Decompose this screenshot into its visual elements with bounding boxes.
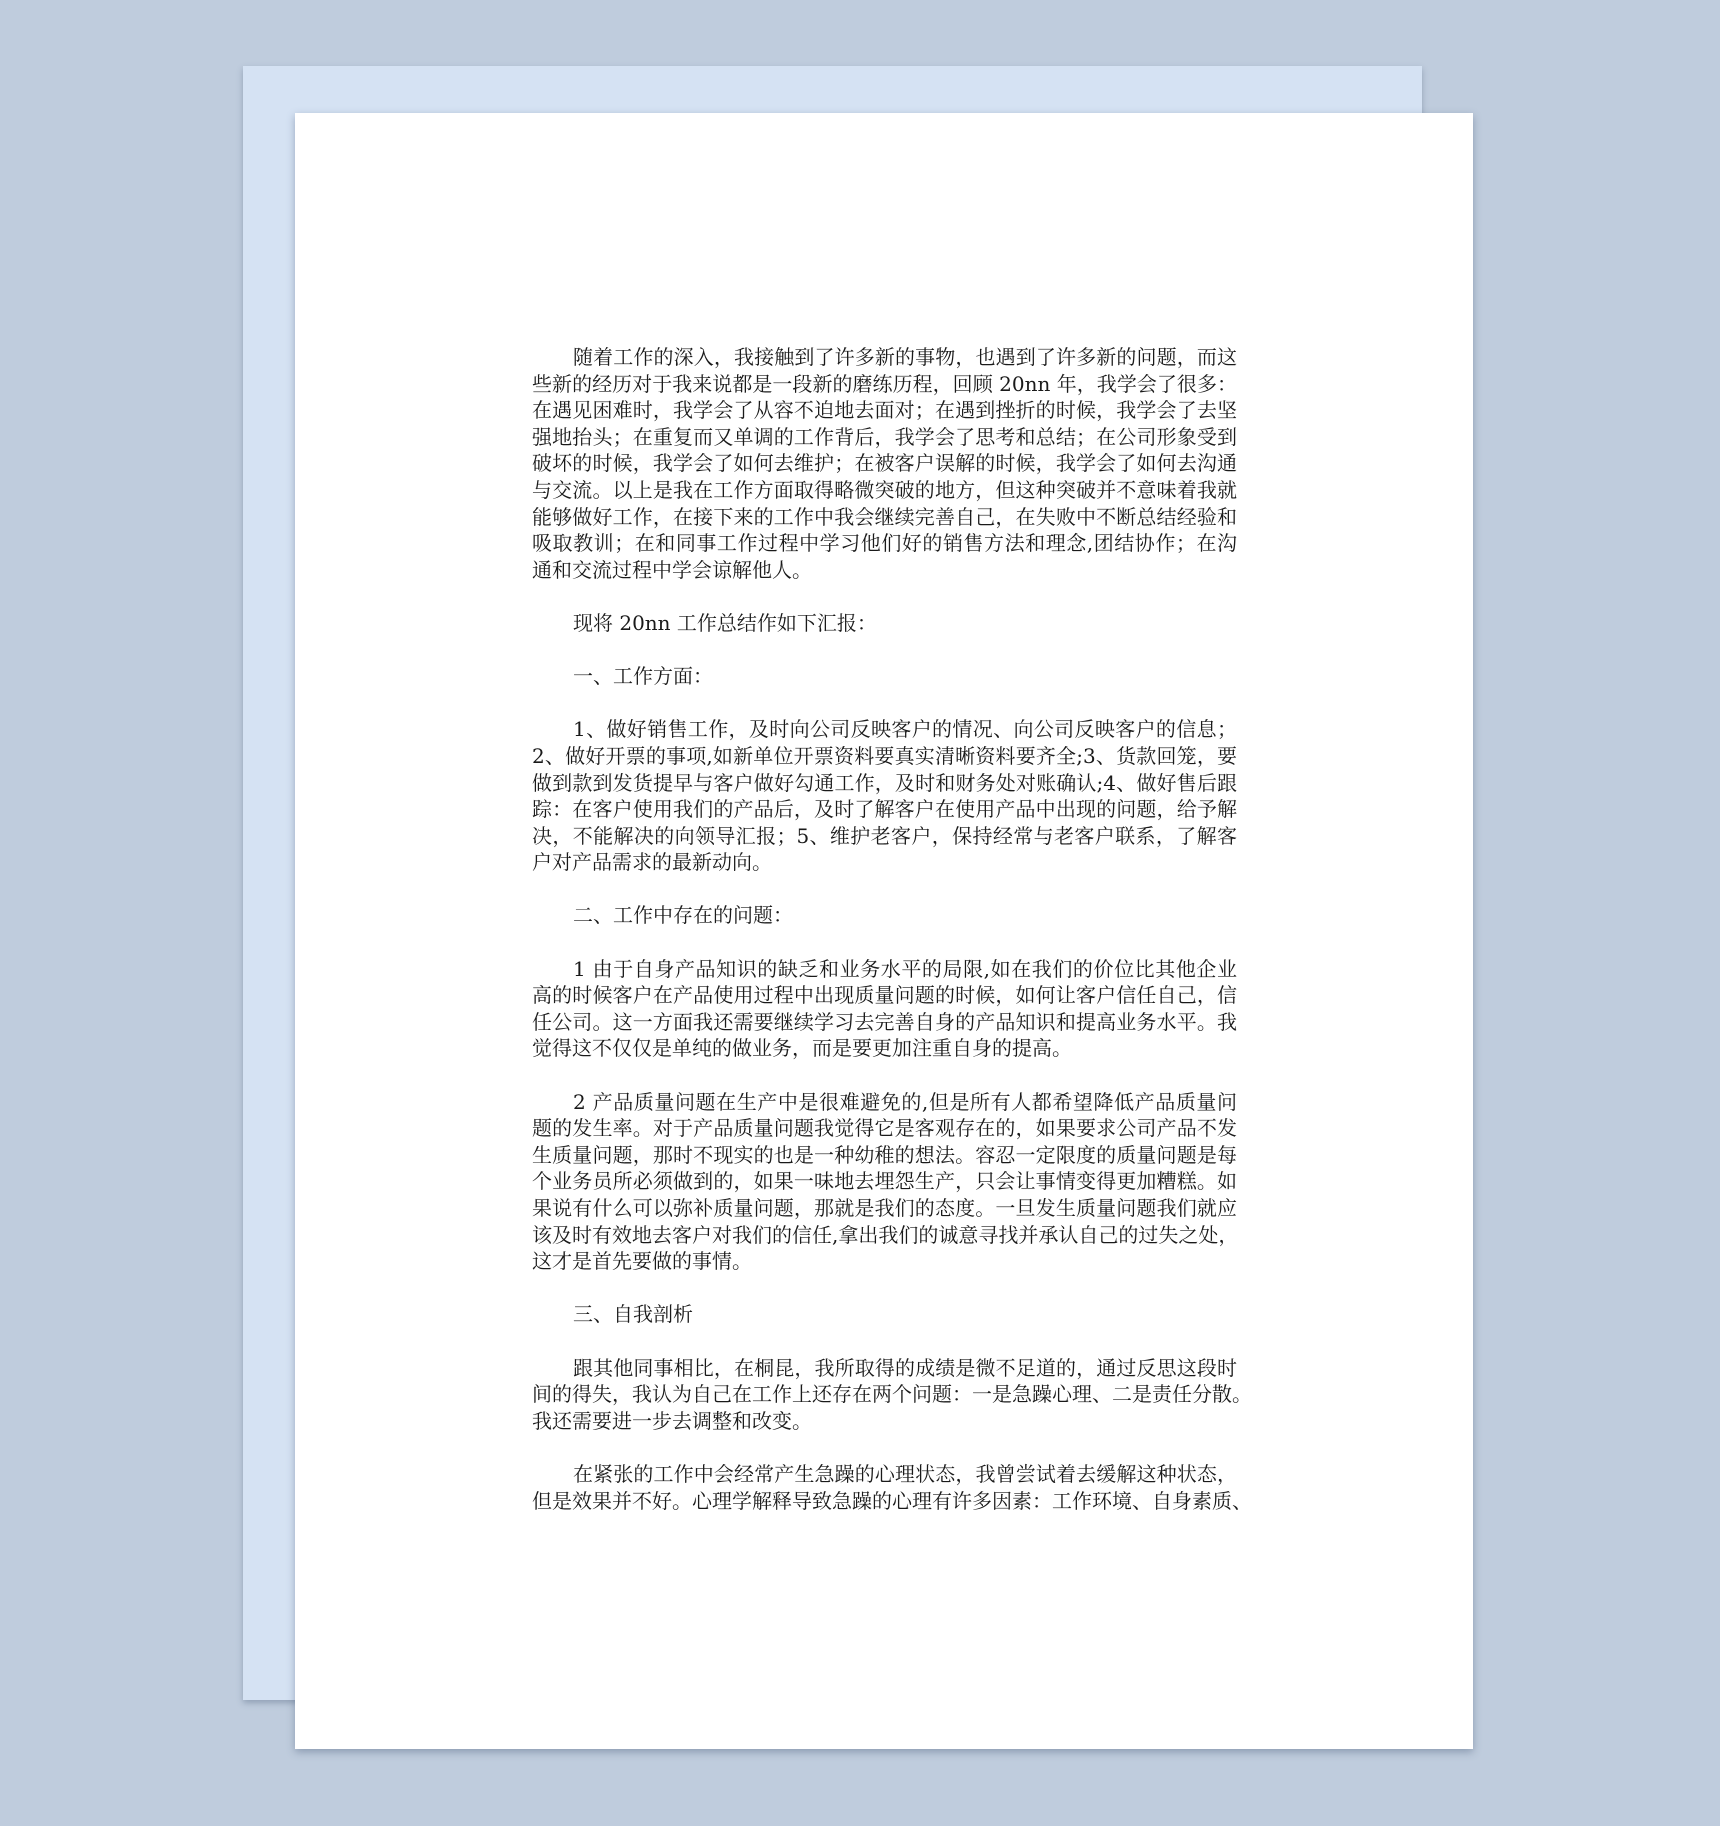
text-line: 1 由于自身产品知识的缺乏和业务水平的局限,如在我们的价位比其他企业 <box>573 956 1237 981</box>
text-line: 吸取教训；在和同事工作过程中学习他们好的销售方法和理念,团结协作；在沟 <box>532 531 1237 556</box>
paragraph <box>532 610 1237 637</box>
paragraph <box>532 344 1237 583</box>
text-line: 跟其他同事相比，在桐昆，我所取得的成绩是微不足道的，通过反思这段时 <box>573 1355 1237 1380</box>
text-line: 决，不能解决的向领导汇报；5、维护老客户，保持经常与老客户联系，了解客 <box>532 823 1237 848</box>
paragraph <box>532 902 1237 929</box>
paragraph <box>532 1089 1237 1275</box>
document-body <box>532 344 1252 1541</box>
text-line: 通和交流过程中学会谅解他人。 <box>532 557 812 582</box>
paragraph <box>532 956 1237 1062</box>
text-line: 间的得失，我认为自己在工作上还存在两个问题：一是急躁心理、二是责任分散。 <box>532 1382 1252 1407</box>
text-line: 现将 20nn 工作总结作如下汇报： <box>573 610 877 635</box>
text-line: 二、工作中存在的问题： <box>573 903 793 928</box>
text-line: 题的发生率。对于产品质量问题我觉得它是客观存在的，如果要求公司产品不发 <box>532 1116 1237 1141</box>
paragraph <box>532 716 1237 876</box>
text-line: 觉得这不仅仅是单纯的做业务，而是要更加注重自身的提高。 <box>532 1036 1072 1061</box>
text-line: 些新的经历对于我来说都是一段新的磨练历程，回顾 20nn 年，我学会了很多： <box>532 371 1237 396</box>
paragraph <box>532 1355 1252 1435</box>
text-line: 果说有什么可以弥补质量问题，那就是我们的态度。一旦发生质量问题我们就应 <box>532 1196 1237 1220</box>
text-line: 在遇见困难时，我学会了从容不迫地去面对；在遇到挫折的时候，我学会了去坚 <box>532 398 1237 423</box>
text-line: 踪：在客户使用我们的产品后，及时了解客户在使用产品中出现的问题，给予解 <box>532 797 1237 822</box>
text-line: 随着工作的深入，我接触到了许多新的事物，也遇到了许多新的问题，而这 <box>573 345 1237 369</box>
text-line: 但是效果并不好。心理学解释导致急躁的心理有许多因素：工作环境、自身素质、 <box>532 1488 1252 1513</box>
text-line: 能够做好工作，在接下来的工作中我会继续完善自己，在失败中不断总结经验和 <box>532 504 1237 529</box>
paragraph <box>532 1461 1252 1514</box>
text-line: 这才是首先要做的事情。 <box>532 1249 752 1274</box>
text-line: 我还需要进一步去调整和改变。 <box>532 1408 812 1433</box>
text-line: 高的时候客户在产品使用过程中出现质量问题的时候，如何让客户信任自己，信 <box>532 983 1237 1008</box>
document-page <box>295 113 1473 1749</box>
text-line: 做到款到发货提早与客户做好勾通工作，及时和财务处对账确认;4、做好售后跟 <box>532 770 1237 795</box>
text-line: 任公司。这一方面我还需要继续学习去完善自身的产品知识和提高业务水平。我 <box>532 1009 1237 1034</box>
paragraph <box>532 663 1237 690</box>
text-line: 2 产品质量问题在生产中是很难避免的,但是所有人都希望降低产品质量问 <box>573 1089 1237 1114</box>
text-line: 1、做好销售工作，及时向公司反映客户的情况、向公司反映客户的信息； <box>573 717 1237 742</box>
text-line: 一、工作方面： <box>573 664 713 689</box>
text-line: 2、做好开票的事项,如新单位开票资料要真实清晰资料要齐全;3、货款回笼，要 <box>532 743 1237 768</box>
text-line: 户对产品需求的最新动向。 <box>532 850 772 875</box>
text-line: 三、自我剖析 <box>573 1302 693 1327</box>
text-line: 该及时有效地去客户对我们的信任,拿出我们的诚意寻找并承认自己的过失之处， <box>532 1222 1239 1247</box>
text-line: 个业务员所必须做到的，如果一味地去埋怨生产，只会让事情变得更加糟糕。如 <box>532 1169 1237 1194</box>
text-line: 强地抬头；在重复而又单调的工作背后，我学会了思考和总结；在公司形象受到 <box>532 424 1237 449</box>
text-line: 在紧张的工作中会经常产生急躁的心理状态，我曾尝试着去缓解这种状态， <box>573 1461 1237 1486</box>
text-line: 生质量问题，那时不现实的也是一种幼稚的想法。容忍一定限度的质量问题是每 <box>532 1142 1237 1167</box>
text-line: 破坏的时候，我学会了如何去维护；在被客户误解的时候，我学会了如何去沟通 <box>532 451 1237 476</box>
text-line: 与交流。以上是我在工作方面取得略微突破的地方，但这种突破并不意味着我就 <box>532 477 1237 502</box>
paragraph <box>532 1301 1237 1328</box>
